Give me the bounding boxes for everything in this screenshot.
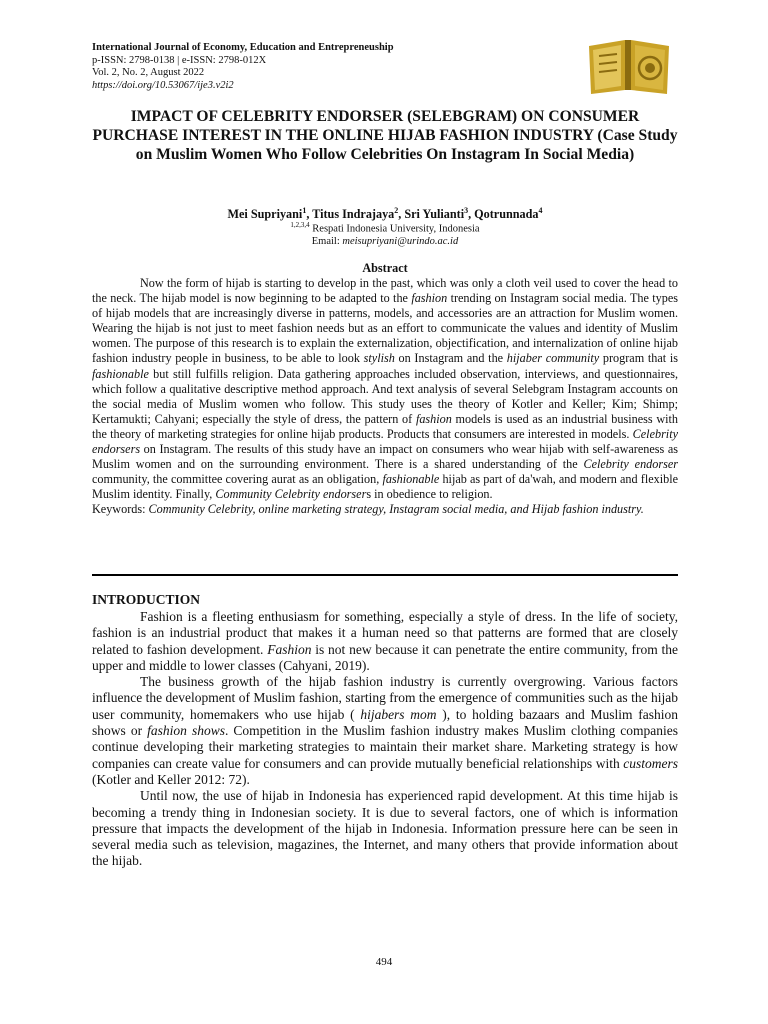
- introduction-heading: INTRODUCTION: [92, 592, 201, 607]
- journal-volume: Vol. 2, No. 2, August 2022: [92, 67, 205, 79]
- affiliation-sup: 1,2,3,4: [290, 221, 310, 229]
- author-name: Mei Supriyani: [227, 207, 303, 222]
- email-link[interactable]: meisupriyani@urindo.ac.id: [342, 236, 459, 247]
- journal-name: International Journal of Economy, Education and Entrepreneuship: [92, 42, 394, 53]
- author-sup: 3: [464, 206, 469, 215]
- keywords-label: Keywords:: [92, 502, 149, 517]
- keywords: [92, 502, 678, 517]
- author-name: Sri Yulianti: [404, 207, 465, 222]
- paper-title: IMPACT OF CELEBRITY ENDORSER (SELEBGRAM) ON CONSUMER PURCHASE INTEREST IN THE ONLINE HIJAB FASHION INDUSTRY (Case Study on Muslim Women Who Follow Celebrities On Instagram In Social Media): [92, 108, 678, 163]
- section-divider: [92, 574, 678, 576]
- author-sup: 1: [302, 206, 307, 215]
- journal-logo: [585, 36, 673, 96]
- page-number: 494: [375, 956, 393, 968]
- affiliation: [92, 219, 678, 249]
- abstract-heading: Abstract: [362, 261, 408, 275]
- intro-paragraph: Until now, the use of hijab in Indonesia has experienced rapid development. At this time hijab is becoming a trendy thing in Indonesian society. It is due to several factors, one of which is information pressure that impacts the development of the hijab in Indonesia. Information pressure here can be seen in several media such as television, magazines, the Internet, and many others that provide information about the hijab.: [92, 788, 678, 869]
- email-label: Email:: [311, 236, 343, 247]
- introduction-body: [92, 609, 678, 870]
- keywords-list: Community Celebrity, online marketing strategy, Instagram social media, and Hijab fashion industry.: [148, 502, 644, 517]
- journal-header: [92, 42, 562, 92]
- journal-doi-link[interactable]: https://doi.org/10.53067/ije3.v2i2: [92, 79, 234, 91]
- abstract-body: [92, 276, 678, 518]
- author-list: Mei Supriyani$^1$, Titus Indrajaya$^2$, Sri Yulianti$^3$, Qotrunnada$^4$: [227, 206, 543, 222]
- author-name: Qotrunnada: [474, 207, 539, 222]
- intro-paragraph: Fashion is a fleeting enthusiasm for something, especially a style of dress. In the life of society, fashion is an industrial product that makes it a human need so that patterns are formed that are closely related to fashion development. Fashion is not new because it can penetrate the entire community, from the upper and middle to lower classes (Cahyani, 2019).: [92, 609, 678, 673]
- author-name: Titus Indrajaya: [312, 207, 395, 222]
- abstract-paragraph: Now the form of hijab is starting to develop in the past, which was only a cloth veil used to cover the head to the neck. The hijab model is now beginning to be adapted to the fashion trending on Instagram social media. The types of hijab models that are increasingly diverse in patterns, models, and accessories are an attraction for Muslim women. Wearing the hijab is not just to meet fashion needs but as an effort to communicate the values and identity of Muslim women. The purpose of this research is to explain the externalization, objectification, and internalization of online hijab fashion industry people in business, to be able to look stylish on Instagram and the hijaber community program that is fashionable but still fulfills religion. Data gathering approaches included observation, interviews, and questionnaires, which follow a qualitative descriptive method approach. And text analysis of several Selebgram Instagram accounts on the social media of Muslim women who follow. This study uses the theory of Kotler and Keller; Kim; Shimp; Kertamukti; Cahyani; especially the style of dress, the pattern of fashion models is used as an industrial business with the theory of marketing strategies for online hijab products. Products that consumers are interested in models. Celebrity endorsers on Instagram. The results of this study have an impact on consumers who wear hijab with self-awareness as Muslim women and on the surrounding environment. There is a shared understanding of the Celebrity endorser community, the committee covering aurat as an obligation, fashionable hijab as part of da'wah, and modern and flexible Muslim identity. Finally, Community Celebrity endorsers in obedience to religion.: [92, 276, 678, 502]
- intro-paragraph: The business growth of the hijab fashion industry is currently overgrowing. Various factors influence the development of Muslim fashion, starting from the emergence of communities such as the hijab user community, homemakers who use hijab ( hijabers mom ), to holding bazaars and Muslim fashion shows or fashion shows. Competition in the Muslim fashion industry makes Muslim clothing companies continue developing their marketing strategies to maintain their market share. Marketing strategy is how companies can create value for consumers and can provide mutually beneficial relationships with customers (Kotler and Keller 2012: 72).: [92, 674, 678, 787]
- journal-issn: p-ISSN: 2798-0138 | e-ISSN: 2798-012X: [92, 54, 267, 66]
- author-sup: 2: [394, 206, 399, 215]
- author-sup: 4: [538, 206, 543, 215]
- affiliation-name: Respati Indonesia University, Indonesia: [312, 223, 480, 235]
